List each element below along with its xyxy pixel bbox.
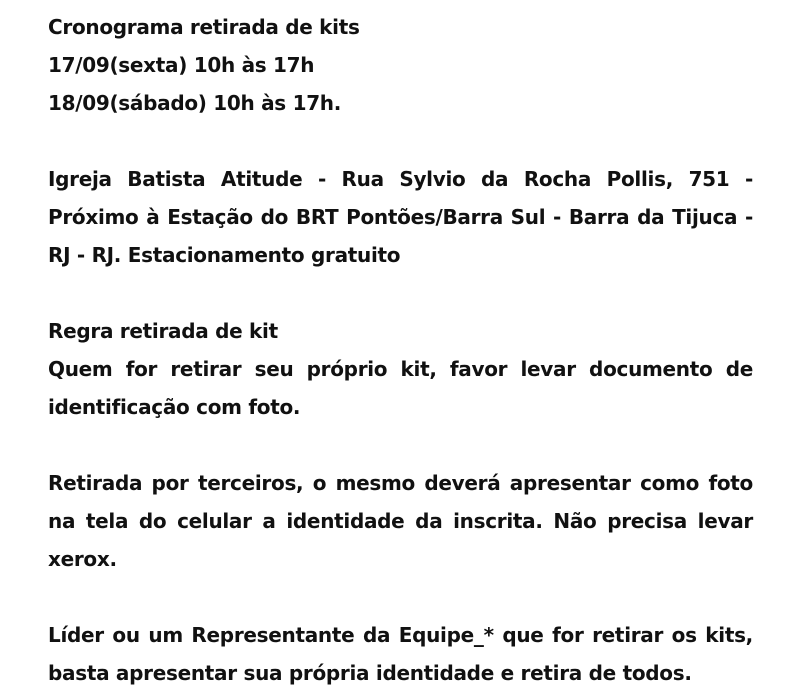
rules-title: Regra retirada de kit bbox=[48, 319, 278, 343]
spacer bbox=[48, 122, 753, 160]
kit-pickup-info bbox=[48, 8, 753, 692]
location-address: Igreja Batista Atitude - Rua Sylvio da Rocha Pollis, 751 - Próximo à Estação do BRT Pontões/Barra Sul - Barra da Tijuca - RJ - RJ. Estacionamento gratuito bbox=[48, 167, 753, 267]
schedule-day-1: 17/09(sexta) 10h às 17h bbox=[48, 53, 315, 77]
spacer bbox=[48, 426, 753, 464]
schedule-title: Cronograma retirada de kits bbox=[48, 15, 360, 39]
rule-team-leader: Líder ou um Representante da Equipe_* que for retirar os kits, basta apresentar sua própria identidade e retira de todos. bbox=[48, 623, 753, 685]
rule-third-party: Retirada por terceiros, o mesmo deverá apresentar como foto na tela do celular a identidade da inscrita. Não precisa levar xerox. bbox=[48, 471, 753, 571]
spacer bbox=[48, 578, 753, 616]
spacer bbox=[48, 274, 753, 312]
rule-own-kit: Quem for retirar seu próprio kit, favor levar documento de identificação com foto. bbox=[48, 357, 753, 419]
schedule-day-2: 18/09(sábado) 10h às 17h. bbox=[48, 91, 342, 115]
